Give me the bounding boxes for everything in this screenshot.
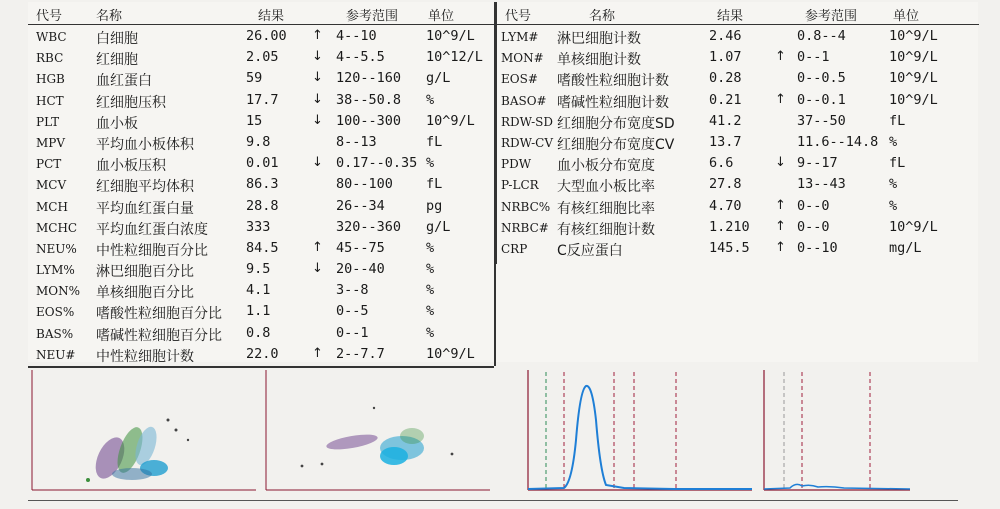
scatter-plot-baso (262, 370, 492, 494)
test-code: LYM% (36, 263, 75, 278)
abnormal-flag: ↓ (312, 261, 323, 277)
reference-range: 0.8--4 (797, 28, 846, 44)
test-unit: g/L (426, 70, 451, 87)
test-code: MON# (501, 51, 544, 66)
reference-range: 80--100 (336, 176, 393, 193)
result-row (28, 173, 494, 194)
scatter-plot-diff (28, 370, 258, 494)
left-results-rows (28, 25, 494, 364)
test-code: CRP (501, 241, 528, 256)
test-name: 红细胞平均体积 (96, 179, 194, 196)
result-row (497, 89, 979, 110)
test-code: EOS% (36, 305, 75, 320)
rbc-histogram (524, 370, 754, 494)
test-code: PLT (36, 114, 60, 129)
test-code: BASO# (501, 93, 547, 108)
test-code: NRBC% (501, 199, 551, 214)
reference-range: 2--7.7 (336, 345, 385, 362)
test-unit: 10^9/L (889, 218, 938, 235)
test-unit: g/L (426, 218, 451, 235)
test-name: 嗜酸性粒细胞计数 (557, 73, 669, 90)
test-result: 0.28 (709, 70, 742, 87)
reference-range: 0--0.5 (797, 70, 846, 87)
test-code: RDW-CV (501, 135, 554, 150)
header-code: 代号 (505, 9, 532, 24)
header-name: 名称 (96, 9, 123, 24)
scatter2-axes (266, 370, 490, 490)
test-result: 1.1 (246, 303, 271, 320)
test-code: NEU# (36, 347, 76, 362)
test-unit: % (889, 133, 898, 150)
result-row (28, 25, 494, 46)
test-unit: % (426, 282, 435, 299)
right-header-row (497, 2, 979, 25)
result-row (28, 343, 494, 364)
column-divider (494, 2, 496, 366)
result-row (28, 131, 494, 152)
test-name: 白细胞 (96, 31, 138, 47)
reference-range: 26--34 (336, 197, 385, 214)
test-result: 86.3 (246, 176, 279, 193)
test-name: 红细胞分布宽度CV (557, 136, 675, 153)
test-code: MPV (36, 135, 66, 150)
test-unit: % (889, 197, 898, 214)
test-result: 333 (246, 218, 271, 235)
test-name: 单核细胞百分比 (96, 285, 194, 302)
test-result: 1.07 (709, 49, 742, 66)
lab-report-sheet (28, 2, 978, 365)
plt-axes (764, 370, 910, 490)
result-row (497, 131, 979, 152)
test-unit: % (426, 155, 435, 172)
reference-range: 320--360 (336, 218, 402, 235)
test-result: 17.7 (246, 91, 279, 108)
test-result: 6.6 (709, 155, 734, 172)
result-row (497, 195, 979, 216)
left-header-row (28, 2, 494, 25)
test-name: 大型血小板比率 (557, 179, 655, 196)
abnormal-flag: ↓ (312, 70, 323, 86)
test-code: NEU% (36, 241, 77, 256)
test-result: 26.00 (246, 28, 287, 44)
scatter2-clusters (301, 407, 454, 468)
test-result: 4.70 (709, 197, 742, 214)
test-code: WBC (36, 30, 67, 44)
result-row (497, 46, 979, 67)
test-unit: 10^9/L (889, 49, 938, 66)
plt-marker-lines (784, 372, 870, 490)
test-result: 0.8 (246, 324, 271, 341)
test-name: 中性粒细胞计数 (96, 348, 194, 365)
reference-range: 0--0 (797, 197, 830, 214)
test-result: 2.46 (709, 28, 742, 44)
test-code: LYM# (501, 30, 539, 44)
test-code: MON% (36, 284, 81, 299)
test-code: RBC (36, 51, 64, 66)
test-result: 2.05 (246, 49, 279, 66)
test-name: 血小板分布宽度 (557, 158, 655, 175)
result-row (28, 279, 494, 300)
test-unit: 10^9/L (426, 112, 475, 129)
abnormal-flag: ↑ (312, 345, 323, 361)
test-unit: % (889, 176, 898, 193)
test-name: 红细胞 (96, 52, 138, 69)
test-result: 28.8 (246, 197, 279, 214)
test-result: 84.5 (246, 239, 279, 256)
header-result: 结果 (258, 9, 285, 24)
test-unit: % (426, 91, 435, 108)
result-row (497, 237, 979, 258)
test-code: RDW-SD (501, 114, 554, 129)
test-unit: fL (889, 155, 906, 172)
header-result: 结果 (717, 9, 744, 24)
test-unit: 10^9/L (426, 345, 475, 362)
reference-range: 3--8 (336, 282, 369, 299)
test-unit: % (426, 303, 435, 320)
abnormal-flag: ↓ (775, 155, 786, 171)
test-unit: mg/L (889, 239, 922, 256)
result-row (497, 25, 979, 46)
test-unit: % (426, 324, 435, 341)
scatter-clusters (86, 419, 189, 484)
test-result: 13.7 (709, 133, 742, 150)
test-code: HGB (36, 72, 65, 87)
result-row (28, 46, 494, 67)
reference-range: 13--43 (797, 176, 846, 193)
test-code: HCT (36, 93, 64, 108)
reference-range: 0--0.1 (797, 91, 846, 108)
result-row (28, 300, 494, 321)
result-row (497, 110, 979, 131)
left-results-panel (28, 2, 494, 364)
test-name: 中性粒细胞百分比 (96, 242, 208, 259)
test-unit: % (426, 239, 435, 256)
reference-range: 0--10 (797, 239, 838, 256)
result-row (497, 152, 979, 173)
rbc-axes (528, 370, 752, 490)
reference-range: 9--17 (797, 155, 838, 172)
test-name: 血红蛋白 (96, 73, 152, 90)
test-name: 嗜酸性粒细胞百分比 (96, 306, 222, 323)
header-reference: 参考范围 (346, 9, 399, 24)
test-name: 平均血小板体积 (96, 136, 194, 153)
test-result: 1.210 (709, 218, 750, 235)
reference-range: 100--300 (336, 112, 402, 129)
reference-range: 0.17--0.35 (336, 155, 418, 172)
reference-range: 20--40 (336, 261, 385, 278)
test-unit: 10^12/L (426, 49, 483, 66)
test-name: 血小板压积 (96, 158, 166, 175)
result-row (28, 237, 494, 258)
test-code: NRBC# (501, 220, 549, 235)
reference-range: 120--160 (336, 70, 402, 87)
test-result: 27.8 (709, 176, 742, 193)
test-result: 145.5 (709, 239, 750, 256)
result-row (497, 67, 979, 88)
result-row (28, 216, 494, 237)
test-unit: 10^9/L (889, 91, 938, 108)
test-name: 红细胞压积 (96, 94, 166, 111)
reference-range: 0--0 (797, 218, 830, 235)
plt-curve (764, 484, 910, 489)
result-row (28, 195, 494, 216)
test-code: MCV (36, 178, 67, 193)
test-result: 9.5 (246, 261, 271, 278)
abnormal-flag: ↑ (312, 239, 323, 255)
test-result: 15 (246, 112, 263, 129)
abnormal-flag: ↓ (312, 49, 323, 65)
page-bottom-rule (28, 500, 958, 501)
reference-range: 0--5 (336, 303, 369, 320)
rbc-marker-lines (546, 372, 676, 490)
test-result: 9.8 (246, 133, 271, 150)
test-name: 嗜碱性粒细胞计数 (557, 94, 669, 111)
test-name: 有核红细胞比率 (557, 200, 655, 217)
right-results-rows (497, 25, 979, 258)
test-result: 22.0 (246, 345, 279, 362)
test-code: EOS# (501, 72, 538, 87)
header-unit: 单位 (893, 9, 920, 24)
reference-range: 4--5.5 (336, 49, 385, 66)
table-bottom-rule (28, 366, 494, 368)
test-name: 嗜碱性粒细胞百分比 (96, 327, 222, 344)
test-result: 0.01 (246, 155, 279, 172)
test-code: PDW (501, 157, 532, 172)
result-row (497, 216, 979, 237)
test-code: MCHC (36, 220, 78, 235)
reference-range: 11.6--14.8 (797, 133, 879, 150)
abnormal-flag: ↑ (775, 197, 786, 213)
test-unit: 10^9/L (889, 70, 938, 87)
test-unit: fL (426, 133, 443, 150)
abnormal-flag: ↓ (312, 155, 323, 171)
test-name: 淋巴细胞百分比 (96, 264, 194, 281)
test-name: 淋巴细胞计数 (557, 31, 641, 47)
header-unit: 单位 (428, 9, 455, 24)
result-row (497, 173, 979, 194)
test-name: 有核红细胞计数 (557, 221, 655, 238)
test-unit: fL (426, 176, 443, 193)
test-result: 4.1 (246, 282, 271, 299)
rbc-curve (528, 386, 752, 489)
reference-range: 0--1 (797, 49, 830, 66)
test-unit: 10^9/L (889, 28, 938, 44)
test-unit: % (426, 261, 435, 278)
test-name: C反应蛋白 (557, 242, 623, 259)
test-unit: 10^9/L (426, 28, 475, 44)
abnormal-flag: ↓ (312, 112, 323, 128)
result-row (28, 110, 494, 131)
abnormal-flag: ↑ (775, 49, 786, 65)
test-code: MCH (36, 199, 68, 214)
abnormal-flag: ↓ (312, 91, 323, 107)
test-unit: pg (426, 197, 443, 214)
right-results-panel (496, 2, 979, 264)
test-name: 平均血红蛋白浓度 (96, 221, 208, 238)
test-name: 血小板 (96, 115, 138, 132)
test-name: 红细胞分布宽度SD (557, 115, 675, 132)
result-row (28, 152, 494, 173)
result-row (28, 322, 494, 343)
result-row (28, 67, 494, 88)
reference-range: 38--50.8 (336, 91, 402, 108)
result-row (28, 258, 494, 279)
reference-range: 37--50 (797, 112, 846, 129)
abnormal-flag: ↑ (775, 239, 786, 255)
reference-range: 45--75 (336, 239, 385, 256)
reference-range: 8--13 (336, 133, 377, 150)
plt-histogram (760, 370, 990, 494)
header-code: 代号 (36, 9, 63, 24)
test-unit: fL (889, 112, 906, 129)
test-result: 41.2 (709, 112, 742, 129)
reference-range: 0--1 (336, 324, 369, 341)
test-result: 0.21 (709, 91, 742, 108)
test-result: 59 (246, 70, 263, 87)
test-code: PCT (36, 157, 62, 172)
header-name: 名称 (589, 9, 616, 24)
abnormal-flag: ↑ (312, 28, 323, 43)
test-name: 平均血红蛋白量 (96, 200, 194, 217)
test-code: BAS% (36, 326, 74, 341)
abnormal-flag: ↑ (775, 218, 786, 234)
reference-range: 4--10 (336, 28, 377, 44)
result-row (28, 89, 494, 110)
test-code: P-LCR (501, 178, 539, 193)
abnormal-flag: ↑ (775, 91, 786, 107)
test-name: 单核细胞计数 (557, 52, 641, 69)
header-reference: 参考范围 (805, 9, 858, 24)
